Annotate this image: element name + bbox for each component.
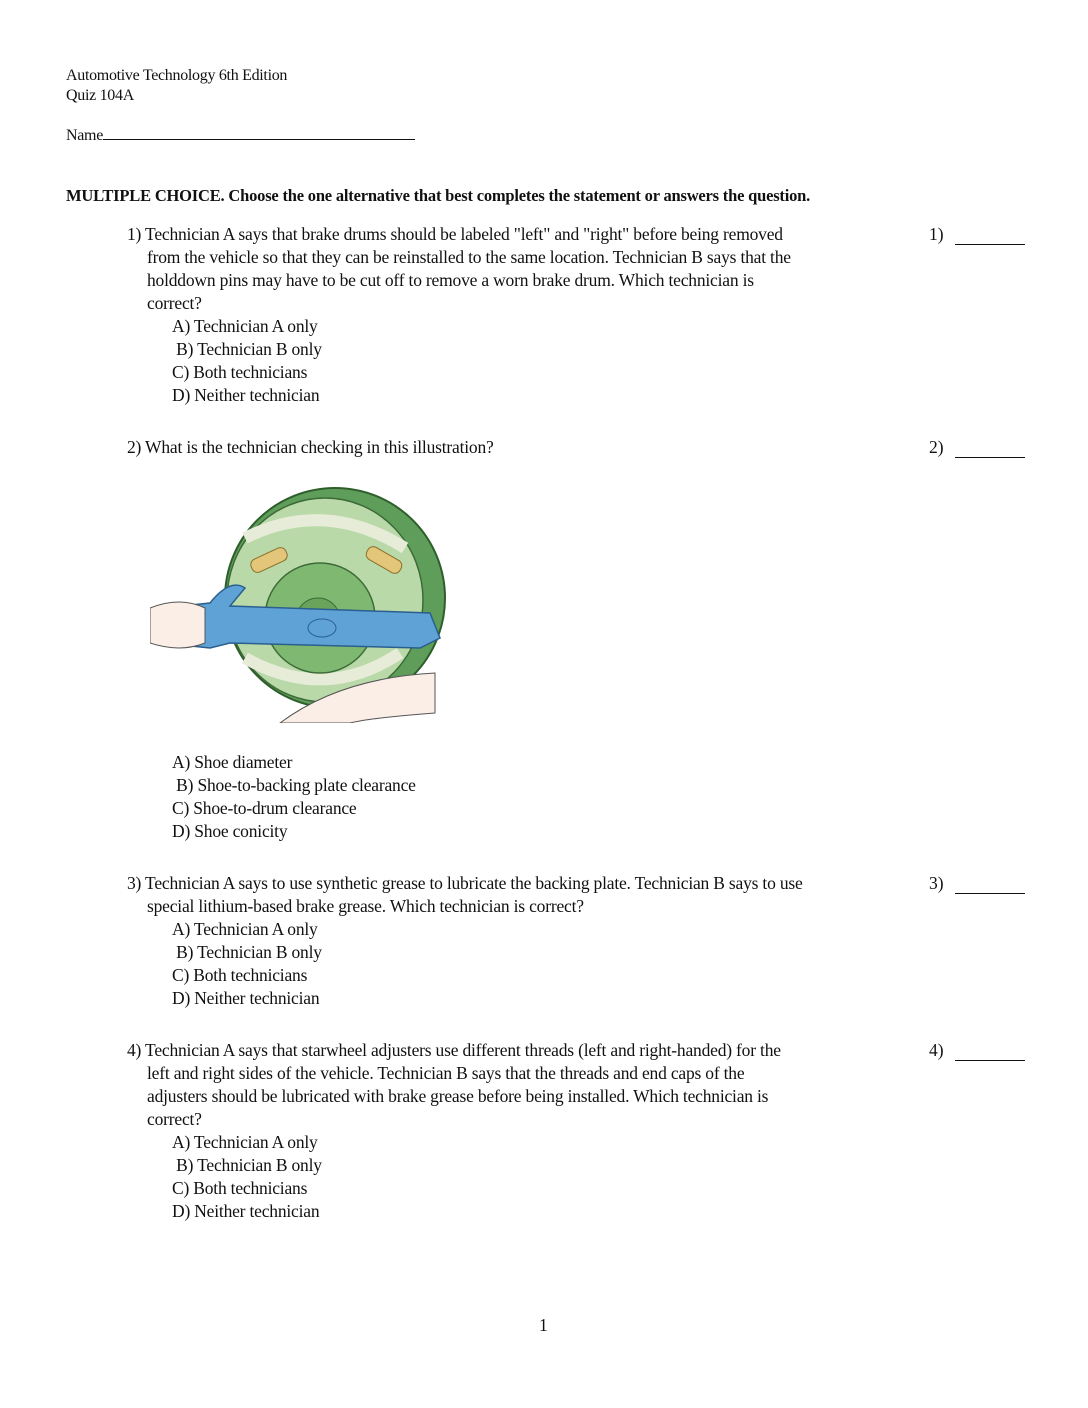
question-stem-line: 1) Technician A says that brake drums should be labeled "left" and "right" before being removed — [127, 224, 783, 244]
question-stem-line: holddown pins may have to be cut off to remove a worn brake drum. Which technician is — [147, 270, 754, 290]
answer-label-4: 4) — [929, 1040, 944, 1060]
answer-label-2: 2) — [929, 437, 944, 457]
question-3 — [127, 872, 803, 1010]
option-b: B) Technician B only — [172, 1155, 322, 1175]
question-4 — [127, 1039, 781, 1223]
name-label: Name — [66, 127, 104, 144]
answer-blank-1[interactable] — [955, 222, 1025, 245]
option-d: D) Shoe conicity — [172, 821, 288, 841]
option-d: D) Neither technician — [172, 1201, 320, 1221]
question-2-options — [127, 751, 416, 843]
question-stem-line: left and right sides of the vehicle. Technician B says that the threads and end caps of the — [147, 1063, 745, 1083]
question-stem-line: 2) What is the technician checking in this illustration? — [127, 437, 494, 457]
question-1 — [127, 223, 791, 407]
answer-label-1: 1) — [929, 224, 944, 244]
option-a: A) Technician A only — [172, 919, 318, 939]
question-stem-line: 3) Technician A says to use synthetic grease to lubricate the backing plate. Technician B says to use — [127, 873, 803, 893]
quiz-id: Quiz 104A — [66, 87, 134, 104]
option-a: A) Technician A only — [172, 316, 318, 336]
question-stem-line: correct? — [147, 293, 202, 313]
instructions: MULTIPLE CHOICE. Choose the one alternative that best completes the statement or answers the question. — [66, 186, 811, 205]
question-stem-line: 4) Technician A says that starwheel adjusters use different threads (left and right-handed) for the — [127, 1040, 781, 1060]
page-number: 1 — [539, 1315, 548, 1335]
option-a: A) Shoe diameter — [172, 752, 293, 772]
option-c: C) Both technicians — [172, 362, 308, 382]
question-2 — [127, 436, 494, 459]
answer-label-3: 3) — [929, 873, 944, 893]
question-stem-line: adjusters should be lubricated with brake grease before being installed. Which technician is — [147, 1086, 769, 1106]
option-d: D) Neither technician — [172, 988, 320, 1008]
answer-blank-2[interactable] — [955, 435, 1025, 458]
option-b: B) Shoe-to-backing plate clearance — [172, 775, 416, 795]
option-c: C) Both technicians — [172, 1178, 308, 1198]
option-d: D) Neither technician — [172, 385, 320, 405]
option-c: C) Shoe-to-drum clearance — [172, 798, 357, 818]
book-title: Automotive Technology 6th Edition — [66, 67, 288, 84]
option-b: B) Technician B only — [172, 942, 322, 962]
option-a: A) Technician A only — [172, 1132, 318, 1152]
question-stem-line: from the vehicle so that they can be reinstalled to the same location. Technician B says that the — [147, 247, 791, 267]
question-stem-line: special lithium-based brake grease. Which technician is correct? — [147, 896, 584, 916]
brake-drum-illustration — [150, 478, 446, 723]
option-b: B) Technician B only — [172, 339, 322, 359]
answer-blank-3[interactable] — [955, 871, 1025, 894]
option-c: C) Both technicians — [172, 965, 308, 985]
name-blank-line — [103, 125, 415, 140]
answer-blank-4[interactable] — [955, 1038, 1025, 1061]
name-field — [66, 125, 415, 145]
question-stem-line: correct? — [147, 1109, 202, 1129]
